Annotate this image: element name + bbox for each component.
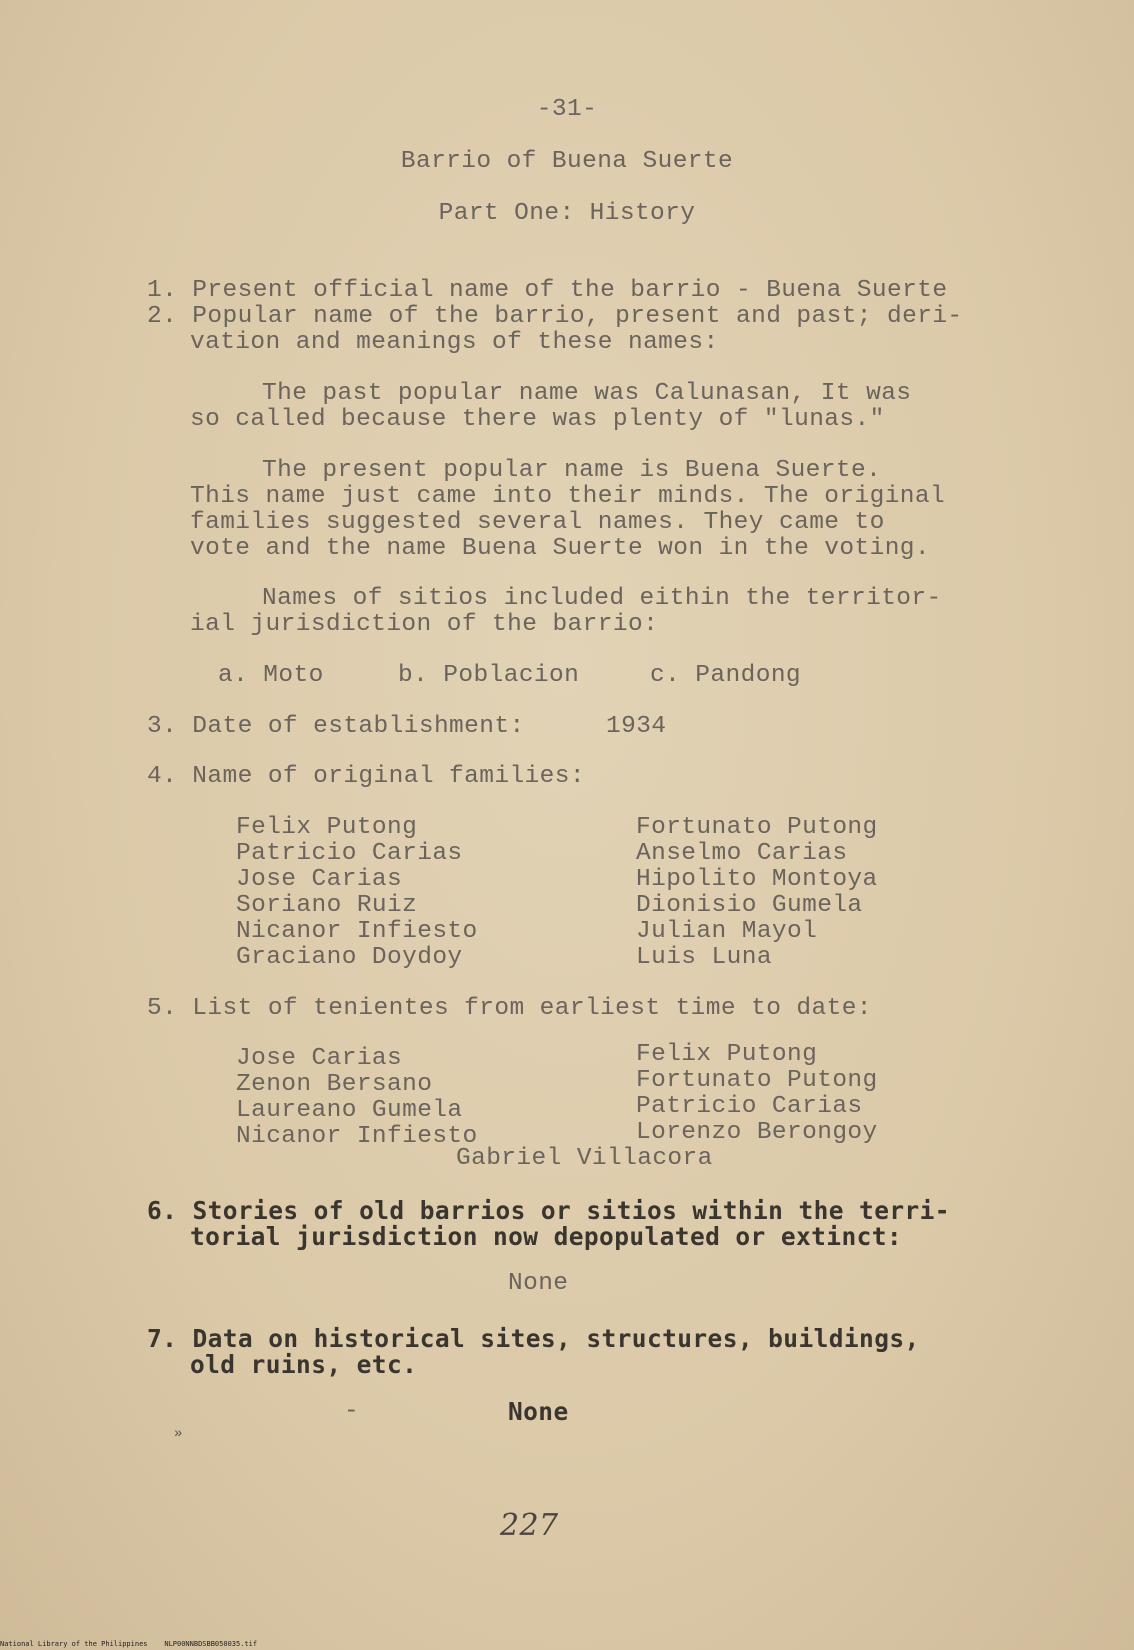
item-6-line1: 6. Stories of old barrios or sitios within the terri- (147, 1196, 950, 1225)
item-1: 1. Present official name of the barrio - Buena Suerte (147, 277, 948, 304)
paragraph-present-name-line4: vote and the name Buena Suerte won in the voting. (190, 535, 931, 562)
teniente-left: Nicanor Infiesto (236, 1123, 478, 1150)
item-2-line1: 2. Popular name of the barrio, present and past; deri- (147, 303, 963, 330)
handwritten-page-number: 227 (500, 1508, 559, 1543)
sitio-b: b. Poblacion (398, 662, 580, 689)
archive-footer: National Library of the Philippines NLP00NNBDSBB050035.tif (0, 1640, 258, 1648)
teniente-left: Jose Carias (236, 1045, 403, 1072)
family-right: Fortunato Putong (636, 814, 878, 841)
sitio-c: c. Pandong (650, 662, 802, 689)
item-7-dash: - (344, 1398, 360, 1425)
sitio-a: a. Moto (218, 662, 324, 689)
stray-mark: » (174, 1426, 183, 1442)
item-3-label: 3. Date of establishment: (147, 713, 525, 740)
item-4: 4. Name of original families: (147, 763, 585, 790)
paragraph-sitios-line2: ial jurisdiction of the barrio: (190, 611, 659, 638)
family-left: Nicanor Infiesto (236, 918, 478, 945)
family-left: Jose Carias (236, 866, 403, 893)
teniente-right: Lorenzo Berongoy (636, 1119, 878, 1146)
item-5: 5. List of tenientes from earliest time to date: (147, 995, 872, 1022)
family-right: Dionisio Gumela (636, 892, 863, 919)
item-7-line2: old ruins, etc. (190, 1350, 418, 1379)
paragraph-present-name-line3: families suggested several names. They came to (190, 509, 885, 536)
family-right: Luis Luna (636, 944, 772, 971)
teniente-right: Felix Putong (636, 1041, 818, 1068)
teniente-left: Zenon Bersano (236, 1071, 433, 1098)
family-right: Julian Mayol (636, 918, 818, 945)
item-7-line1: 7. Data on historical sites, structures, buildings, (147, 1324, 920, 1353)
family-left: Soriano Ruiz (236, 892, 418, 919)
item-6-line2: torial jurisdiction now depopulated or extinct: (190, 1222, 903, 1251)
item-6-value: None (508, 1270, 569, 1297)
teniente-right: Fortunato Putong (636, 1067, 878, 1094)
paragraph-present-name-line1: The present popular name is Buena Suerte. (262, 457, 882, 484)
paragraph-sitios-line1: Names of sitios included eithin the territor- (262, 585, 942, 612)
document-title: Barrio of Buena Suerte (400, 148, 734, 175)
family-left: Felix Putong (236, 814, 418, 841)
family-right: Anselmo Carias (636, 840, 848, 867)
teniente-center: Gabriel Villacora (456, 1145, 713, 1172)
paragraph-past-name-line1: The past popular name was Calunasan, It was (262, 380, 912, 407)
page-number: -31- (536, 96, 598, 123)
paragraph-present-name-line2: This name just came into their minds. The original (190, 483, 946, 510)
item-3-value: 1934 (606, 713, 667, 740)
item-7-value: None (508, 1397, 569, 1426)
document-subtitle: Part One: History (438, 200, 696, 227)
family-left: Patricio Carias (236, 840, 463, 867)
item-2-line2: vation and meanings of these names: (190, 329, 719, 356)
family-left: Graciano Doydoy (236, 944, 463, 971)
family-right: Hipolito Montoya (636, 866, 878, 893)
teniente-left: Laureano Gumela (236, 1097, 463, 1124)
paragraph-past-name-line2: so called because there was plenty of "lunas." (190, 406, 885, 433)
teniente-right: Patricio Carias (636, 1093, 863, 1120)
